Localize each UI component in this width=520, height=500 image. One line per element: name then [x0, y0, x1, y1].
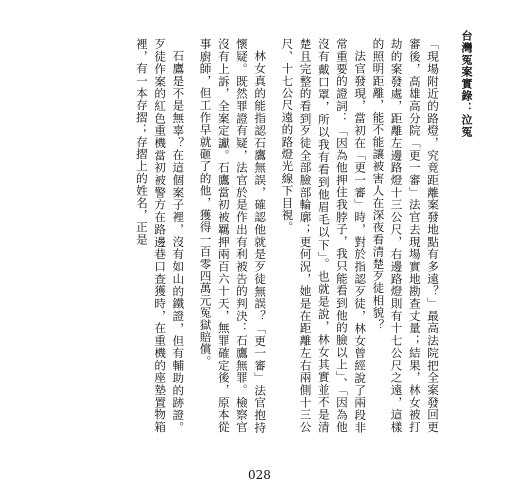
paragraph: 林女真的能指認石鷹無誤，確認他就是歹徒無誤？「更一審」法官抱持懷疑。既然罪證有疑，法官於是作出有利被告的判決：石鷹無罪。檢察官沒有上訴，全案定讞。石鷹當初被羈押兩百六十天，無罪確定後，原本從事廚師，但工作早就砸了的他，獲得一百零四萬元冤獄賠償。 [198, 38, 268, 433]
paragraph: 「現場附近的路燈，究竟距離案發地點有多遠？」最高法院把全案發回更審後，高雄高分院「更一審」法官去現場實地勘查丈量；結果，林女被打劫的案發處，距離左邊路燈十三公尺，右邊路燈則有十七公尺之遠，這樣的照明距離，能不能讓被害人在深夜看清楚歹徒相貌？ [371, 38, 440, 433]
running-header: 台灣冤案實錄：泣冤 [460, 30, 473, 138]
paragraph: 法官發現，當初在「更一審」時，對於指認歹徒，林女曾經說了兩段非常重要的證詞：「因為他押住我脖子，我只能看到他的臉以上」、「因為他沒有戴口罩，所以我有看到他眉毛以下」。也就是說，林女其實並不是清楚且完整的看到歹徒全部臉部輪廓；更何況，她是在距離左右兩側十三公尺、十七公尺遠的路燈光線下目視。 [280, 38, 368, 433]
page-number: 028 [248, 468, 271, 482]
paragraph: 石鷹是不是無辜？在這個案子裡，沒有如山的鐵證，但有輔助的跡證。歹徒作案的紅色重機當初被警方在路邊巷口查獲時，在重機的座墊置物箱裡，有一本存摺；存摺上的姓名，正是 [134, 38, 186, 433]
body-text [82, 38, 442, 433]
